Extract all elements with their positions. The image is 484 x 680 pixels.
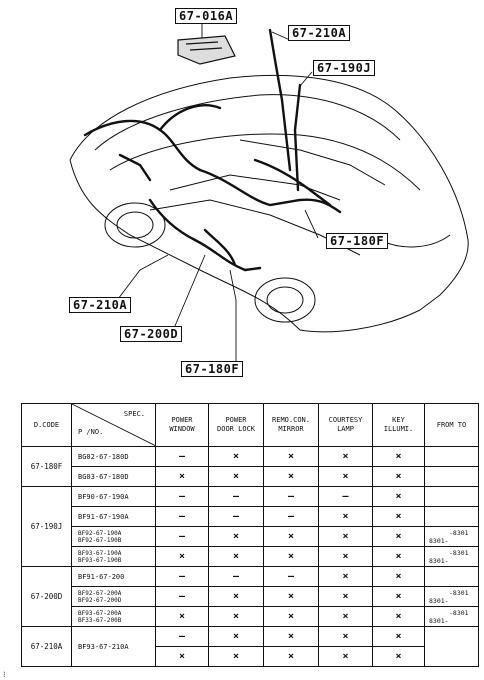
cell-power-window: ×	[156, 607, 209, 627]
part-number	[72, 527, 156, 547]
cell-courtesy-lamp: —	[319, 487, 373, 507]
header-col2-line2: DOOR LOCK	[217, 425, 255, 433]
header-col4-line1: COURTESY	[328, 416, 363, 424]
table-row	[22, 587, 479, 607]
header-col1-line1: POWER	[171, 416, 193, 424]
header-col2-line1: POWER	[225, 416, 247, 424]
table-row	[22, 467, 479, 487]
table-row	[22, 447, 479, 467]
cell-key-illumi: ×	[373, 567, 425, 587]
callout-67-200D: 67-200D	[120, 326, 182, 342]
from-to-a: -8301	[449, 608, 469, 617]
cell-power-window: —	[156, 487, 209, 507]
header-power-window	[156, 404, 209, 447]
callout-67-190J: 67-190J	[313, 60, 375, 76]
cell-courtesy-lamp: ×	[319, 527, 373, 547]
part-number: BG03-67-180D	[72, 467, 156, 487]
header-remo-con-mirror	[264, 404, 319, 447]
cell-from-to	[425, 447, 479, 467]
header-col3-line2: MIRROR	[278, 425, 304, 433]
part-number: BF91-67-200	[72, 567, 156, 587]
part-number-b: BF92-67-190B	[78, 536, 122, 544]
cell-remo-con-mirror: ×	[264, 627, 319, 647]
cell-remo-con-mirror: ×	[264, 547, 319, 567]
cell-power-window: —	[156, 527, 209, 547]
cell-power-door-lock: —	[209, 507, 264, 527]
cell-courtesy-lamp: ×	[319, 647, 373, 667]
cell-from-to	[425, 467, 479, 487]
cell-from-to	[425, 607, 479, 627]
header-pno: P /NO.	[78, 428, 104, 436]
cell-power-window: ×	[156, 547, 209, 567]
cell-remo-con-mirror: ×	[264, 527, 319, 547]
part-number-a: BF93-67-200A	[78, 609, 122, 617]
cell-courtesy-lamp: ×	[319, 547, 373, 567]
header-from-to: FROM TO	[425, 404, 479, 447]
header-col4-line2: LAMP	[337, 425, 354, 433]
cell-remo-con-mirror: —	[264, 567, 319, 587]
part-number: BF93-67-210A	[72, 627, 156, 667]
cell-from-to	[425, 507, 479, 527]
from-to-b: 8301-	[429, 596, 449, 605]
part-number	[72, 587, 156, 607]
table-row	[22, 487, 479, 507]
header-power-door-lock	[209, 404, 264, 447]
part-number: BF91-67-190A	[72, 507, 156, 527]
header-col5-line2: ILLUMI.	[383, 425, 414, 433]
cell-key-illumi: ×	[373, 587, 425, 607]
header-courtesy-lamp	[319, 404, 373, 447]
table-row	[22, 567, 479, 587]
table-header-row	[22, 404, 479, 447]
cell-power-window: ×	[156, 467, 209, 487]
cell-power-door-lock: ×	[209, 527, 264, 547]
from-to-a: -8301	[449, 588, 469, 597]
cell-remo-con-mirror: ×	[264, 467, 319, 487]
header-spec-pno	[72, 404, 156, 447]
group-code: 67-190J	[22, 487, 72, 567]
cell-power-window: —	[156, 507, 209, 527]
part-number: BG02-67-180D	[72, 447, 156, 467]
part-number-a: BF93-67-190A	[78, 549, 122, 557]
callout-67-180F-right: 67-180F	[326, 233, 388, 249]
from-to-a: -8301	[449, 528, 469, 537]
cell-from-to	[425, 487, 479, 507]
cell-power-door-lock: ×	[209, 447, 264, 467]
table-row	[22, 547, 479, 567]
cell-courtesy-lamp: ×	[319, 587, 373, 607]
header-spec: SPEC.	[123, 410, 145, 418]
header-dcode: D.CODE	[22, 404, 72, 447]
cell-courtesy-lamp: ×	[319, 607, 373, 627]
part-number	[72, 547, 156, 567]
cell-from-to	[425, 587, 479, 607]
cell-key-illumi: ×	[373, 607, 425, 627]
cell-courtesy-lamp: ×	[319, 567, 373, 587]
cell-remo-con-mirror: ×	[264, 447, 319, 467]
cell-power-window: ×	[156, 647, 209, 667]
table-row	[22, 627, 479, 647]
spec-table	[21, 403, 479, 667]
from-to-a: -8301	[449, 548, 469, 557]
cell-key-illumi: ×	[373, 447, 425, 467]
part-number-b: BF92-67-200D	[78, 596, 122, 604]
cell-power-window: —	[156, 447, 209, 467]
from-to-b: 8301-	[429, 536, 449, 545]
cell-power-door-lock: ×	[209, 587, 264, 607]
part-number-a: BF92-67-190A	[78, 529, 122, 537]
cell-key-illumi: ×	[373, 527, 425, 547]
cell-power-door-lock: ×	[209, 607, 264, 627]
cell-remo-con-mirror: —	[264, 507, 319, 527]
part-number-b: BF33-67-200B	[78, 616, 122, 624]
header-col5-line1: KEY	[392, 416, 405, 424]
cell-remo-con-mirror: ×	[264, 587, 319, 607]
table-row	[22, 607, 479, 627]
part-number: BF90-67-190A	[72, 487, 156, 507]
cell-power-window: —	[156, 567, 209, 587]
cell-power-door-lock: ×	[209, 467, 264, 487]
cell-courtesy-lamp: ×	[319, 627, 373, 647]
cell-remo-con-mirror: ×	[264, 607, 319, 627]
cell-key-illumi: ×	[373, 507, 425, 527]
part-number-b: BF93-67-190B	[78, 556, 122, 564]
from-to-b: 8301-	[429, 556, 449, 565]
page-edge-mark: ⁝	[3, 670, 6, 679]
table-row	[22, 527, 479, 547]
cell-key-illumi: ×	[373, 647, 425, 667]
part-number-a: BF92-67-200A	[78, 589, 122, 597]
group-code: 67-210A	[22, 627, 72, 667]
header-key-illumi	[373, 404, 425, 447]
cell-from-to	[425, 627, 479, 667]
header-col3-line1: REMO.CON.	[272, 416, 310, 424]
cell-power-window: —	[156, 587, 209, 607]
cell-from-to	[425, 547, 479, 567]
part-number	[72, 607, 156, 627]
callout-67-210A-left: 67-210A	[69, 297, 131, 313]
cell-remo-con-mirror: ×	[264, 647, 319, 667]
cell-key-illumi: ×	[373, 547, 425, 567]
cell-remo-con-mirror: —	[264, 487, 319, 507]
cell-key-illumi: ×	[373, 487, 425, 507]
cell-courtesy-lamp: ×	[319, 467, 373, 487]
cell-power-door-lock: —	[209, 567, 264, 587]
group-code: 67-180F	[22, 447, 72, 487]
cell-courtesy-lamp: ×	[319, 447, 373, 467]
cell-power-door-lock: —	[209, 487, 264, 507]
callout-67-210A-top: 67-210A	[288, 25, 350, 41]
table-row	[22, 507, 479, 527]
header-col1-line2: WINDOW	[169, 425, 195, 433]
callout-67-016A: 67-016A	[175, 8, 237, 24]
cell-from-to	[425, 567, 479, 587]
cell-from-to	[425, 527, 479, 547]
group-code: 67-200D	[22, 567, 72, 627]
from-to-b: 8301-	[429, 616, 449, 625]
cell-courtesy-lamp: ×	[319, 507, 373, 527]
cell-power-door-lock: ×	[209, 627, 264, 647]
cell-power-window: —	[156, 627, 209, 647]
cell-power-door-lock: ×	[209, 547, 264, 567]
cell-key-illumi: ×	[373, 467, 425, 487]
cell-key-illumi: ×	[373, 627, 425, 647]
callout-67-180F-bottom: 67-180F	[181, 361, 243, 377]
cell-power-door-lock: ×	[209, 647, 264, 667]
